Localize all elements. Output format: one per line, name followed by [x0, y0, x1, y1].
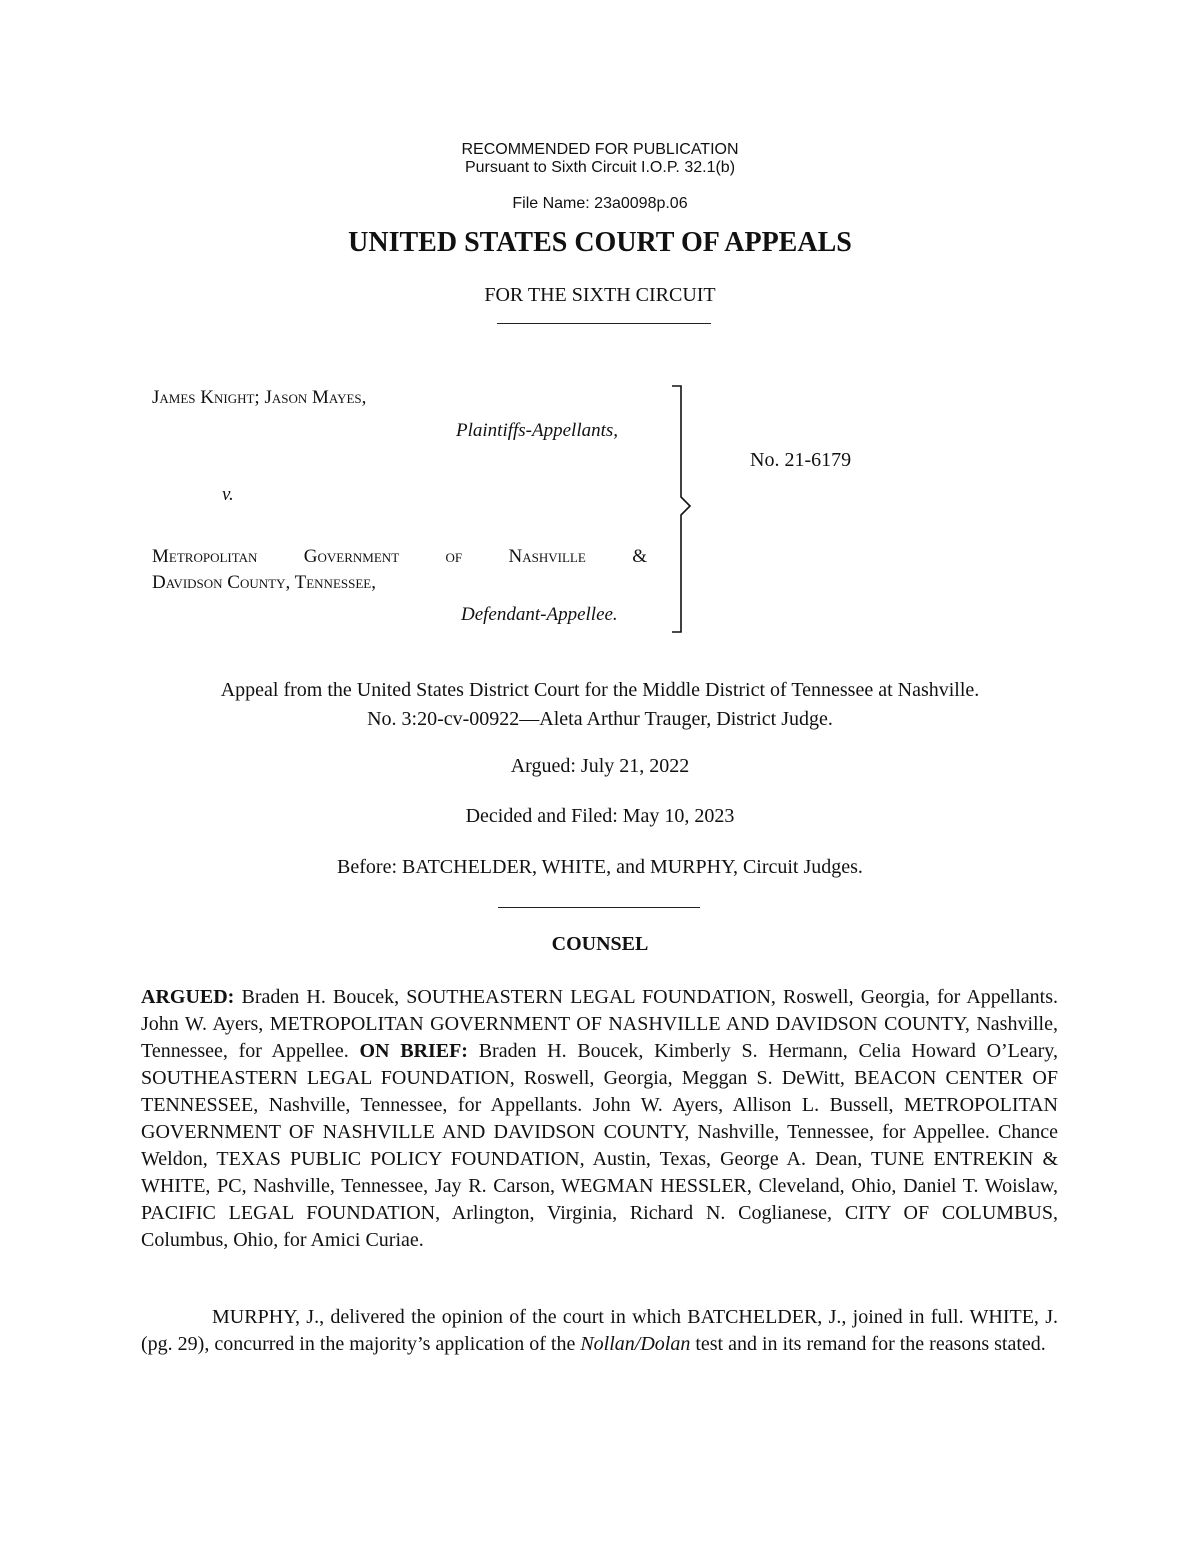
- docket-number: No. 21-6179: [750, 449, 852, 471]
- case-name-italic: Nollan/Dolan: [580, 1333, 691, 1355]
- caption-bracket: [660, 384, 700, 634]
- argued-label: ARGUED:: [141, 986, 235, 1008]
- panel-judges: Before: BATCHELDER, WHITE, and MURPHY, Circuit Judges.: [337, 856, 863, 878]
- district-case-line: No. 3:20-cv-00922—Aleta Arthur Trauger, District Judge.: [367, 708, 833, 730]
- court-title: UNITED STATES COURT OF APPEALS: [348, 227, 852, 258]
- publication-status: RECOMMENDED FOR PUBLICATION: [461, 141, 739, 158]
- opinion-text-end: test and in its remand for the reasons stated.: [695, 1333, 1046, 1355]
- counsel-heading: COUNSEL: [551, 933, 649, 955]
- appeal-from: [0, 676, 1200, 734]
- argued-date: Argued: July 21, 2022: [510, 755, 690, 777]
- opinion-text-start: MURPHY, J., delivered the opinion of the court in which BATCHELDER, J., joined in full. WHITE, J. (pg. 29), concurred in the majority’s application of the: [141, 1306, 1058, 1355]
- appeal-court-line: Appeal from the United States District Court for the Middle District of Tennessee at Nashville.: [220, 679, 980, 701]
- plaintiffs-role: Plaintiffs-Appellants,: [456, 420, 619, 441]
- versus: v.: [222, 484, 234, 505]
- counsel-paragraph: [141, 984, 1058, 1254]
- defendant-role: Defendant-Appellee.: [461, 604, 618, 625]
- publication-rule: Pursuant to Sixth Circuit I.O.P. 32.1(b): [464, 159, 736, 176]
- defendant-name-line1: Metropolitan Government of Nashville &: [152, 546, 647, 567]
- opinion-attribution: [141, 1304, 1058, 1358]
- defendant-name-line2: Davidson County, Tennessee,: [152, 572, 376, 593]
- circuit-title: FOR THE SIXTH CIRCUIT: [484, 284, 716, 306]
- file-name: File Name: 23a0098p.06: [512, 195, 688, 212]
- counsel-divider: [498, 907, 700, 908]
- argued-counsel: Braden H. Boucek, SOUTHEASTERN LEGAL FOUNDATION, Roswell, Georgia, for Appellants. John W. Ayers, METROPOLITAN GOVERNMENT OF NASHVILLE AND DAVIDSON COUNTY, Nashville, Tennessee, for Appellee.: [141, 986, 1058, 1062]
- decided-date: Decided and Filed: May 10, 2023: [465, 805, 735, 827]
- on-brief-label: ON BRIEF:: [359, 1040, 468, 1062]
- on-brief-counsel: Braden H. Boucek, Kimberly S. Hermann, Celia Howard O’Leary, SOUTHEASTERN LEGAL FOUNDATION, Roswell, Georgia, Meggan S. DeWitt, BEACON CENTER OF TENNESSEE, Nashville, Tennessee, for Appellants. John W. Ayers, Allison L. Bussell, METROPOLITAN GOVERNMENT OF NASHVILLE AND DAVIDSON COUNTY, Nashville, Tennessee, for Appellee. Chance Weldon, TEXAS PUBLIC POLICY FOUNDATION, Austin, Texas, George A. Dean, TUNE ENTREKIN & WHITE, PC, Nashville, Tennessee, Jay R. Carson, WEGMAN HESSLER, Cleveland, Ohio, Daniel T. Woislaw, PACIFIC LEGAL FOUNDATION, Arlington, Virginia, Richard N. Coglianese, CITY OF COLUMBUS, Columbus, Ohio, for Amici Curiae.: [141, 1040, 1058, 1251]
- header-divider: [497, 323, 711, 324]
- plaintiffs-names: James Knight; Jason Mayes,: [152, 387, 367, 408]
